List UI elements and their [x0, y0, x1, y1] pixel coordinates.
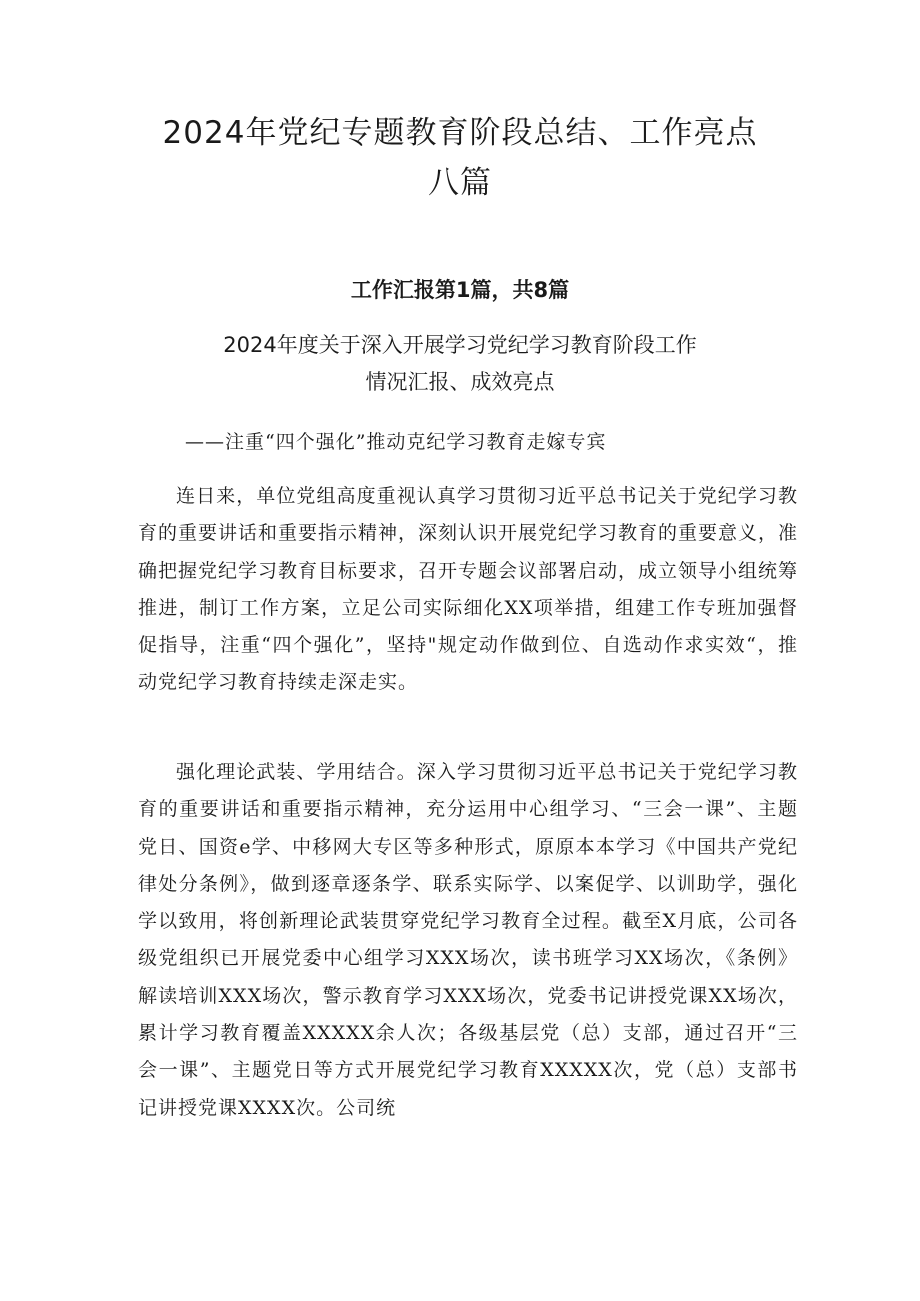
report-title — [120, 327, 800, 401]
document-title — [100, 108, 820, 208]
report-title-line1: 2024年度关于深入开展学习党纪学习教育阶段工作 — [223, 333, 697, 357]
document-title-line2: 八篇 — [428, 165, 492, 201]
document-title-line1: 2024年党纪专题教育阶段总结、工作亮点 — [162, 115, 758, 151]
report-subtitle: ——注重“四个强化”推动克纪学习教育走嫁专宾 — [185, 431, 607, 453]
section-heading: 工作汇报第1篇，共8篇 — [350, 278, 570, 302]
body-paragraph-2: 强化理论武装、学用结合。深入学习贯彻习近平总书记关于党纪学习教育的重要讲话和重要指示精神，充分运用中心组学习、“三会一课”、主题党日、国资e学、中移网大专区等多种形式，原原本本学习《中国共产党纪律处分条例》，做到逐章逐条学、联系实际学、以案促学、以训助学，强化学以致用，将创新理论武装贯穿党纪学习教育全过程。截至X月底，公司各级党组织已开展党委中心组学习XXX场次，读书班学习XX场次，《条例》解读培训XXX场次，警示教育学习XXX场次，党委书记讲授党课XX场次，累计学习教育覆盖XXXXX余人次；各级基层党（总）支部，通过召开“三会一课”、主题党日等方式开展党纪学习教育XXXXX次，党（总）支部书记讲授党课XXXX次。公司统 — [138, 761, 798, 1119]
report-title-line2: 情况汇报、成效亮点 — [365, 370, 555, 394]
body-paragraph-1: 连日来，单位党组高度重视认真学习贯彻习近平总书记关于党纪学习教育的重要讲话和重要指示精神，深刻认识开展党纪学习教育的重要意义，准确把握党纪学习教育目标要求，召开专题会议部署启动，成立领导小组统筹推进，制订工作方案，立足公司实际细化XX项举措，组建工作专班加强督促指导，注重“四个强化”，坚持"规定动作做到位、自选动作求实效“，推动党纪学习教育持续走深走实。 — [138, 485, 799, 694]
